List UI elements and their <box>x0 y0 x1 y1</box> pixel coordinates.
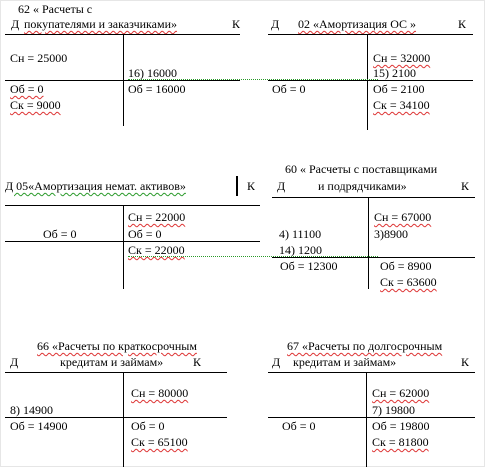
grammar-underline <box>128 79 378 80</box>
account-02-entry-15: 15) 2100 <box>373 66 416 80</box>
account-66-opening-balance: Сн = 80000 <box>131 386 189 400</box>
account-60-entry-3: 3)8900 <box>374 227 408 241</box>
account-60-credit-turnover: Об = 8900 <box>380 259 432 273</box>
account-67-credit-label: К <box>461 355 470 369</box>
account-60-center-line <box>368 197 369 289</box>
account-62-credit-label: К <box>232 17 241 31</box>
account-66-center-line <box>123 372 124 467</box>
account-66-entry-8: 8) 14900 <box>10 403 53 417</box>
account-60-turnover-line <box>272 257 475 258</box>
account-05-debit-turnover: Об = 0 <box>43 227 77 241</box>
account-60-credit-label: К <box>461 179 470 193</box>
account-02-title: 02 «Амортизация ОС » <box>298 17 417 31</box>
account-67-entry-7: 7) 19800 <box>372 403 415 417</box>
account-02-turnover-line <box>268 80 473 81</box>
account-67-turnover-line <box>268 417 475 418</box>
account-66-closing-balance: Ск = 65100 <box>131 435 188 449</box>
account-67-opening-balance: Сн = 62000 <box>372 386 430 400</box>
account-62-turnover-line <box>5 80 240 81</box>
account-02-opening-balance: Сн = 32000 <box>373 51 431 65</box>
account-66-turnover-line <box>5 417 227 418</box>
account-67-closing-balance: Ск = 81800 <box>372 435 429 449</box>
account-66-debit-label: Д <box>10 355 19 369</box>
account-66-title-line2: кредитам и займам» <box>60 355 164 369</box>
grammar-underline-2 <box>128 256 378 257</box>
account-67-center-line <box>366 372 367 467</box>
account-66-debit-turnover: Об = 14900 <box>10 419 68 433</box>
account-62-debit-label: Д <box>11 17 20 31</box>
account-62-debit-turnover: Об = 0 <box>10 82 44 96</box>
account-62-entry-16: 16) 16000 <box>128 66 177 80</box>
text-cursor <box>236 176 238 196</box>
account-67-title-line1: 67 «Расчеты по долгосрочным <box>287 339 443 353</box>
account-60-closing-balance: Ск = 63600 <box>380 275 437 289</box>
account-60-top-line <box>272 197 475 198</box>
account-67-title-line2: кредитам и займам» <box>293 355 397 369</box>
account-66-top-line <box>5 372 227 373</box>
account-60-opening-balance: Сн = 67000 <box>374 210 432 224</box>
account-60-debit-label: Д <box>277 179 286 193</box>
account-60-entry-14: 14) 1200 <box>279 243 322 257</box>
account-05-center-line <box>123 205 124 289</box>
account-02-center-line <box>367 34 368 130</box>
account-67-top-line <box>268 372 475 373</box>
account-60-title-line1: 60 « Расчеты с поставщиками <box>285 162 438 176</box>
account-05-opening-balance: Сн = 22000 <box>128 210 186 224</box>
account-62-opening-balance: Сн = 25000 <box>10 51 68 65</box>
account-66-title-line1: 66 «Расчеты по краткосрочным <box>37 339 197 353</box>
account-60-title-line2: и подрядчиками» <box>318 179 407 193</box>
account-02-closing-balance: Ск = 34100 <box>373 98 430 112</box>
account-62-title-line2: покупателями и заказчиками» <box>24 17 178 31</box>
account-62-title-line1: 62 « Расчеты с <box>18 2 93 16</box>
account-60-entry-4: 4) 11100 <box>279 227 322 241</box>
account-02-credit-label: К <box>458 17 467 31</box>
account-02-top-line <box>268 34 473 35</box>
account-05-credit-label: К <box>247 179 256 193</box>
account-05-closing-balance: Ск = 22000 <box>128 243 185 257</box>
account-60-debit-turnover: Об = 12300 <box>280 259 338 273</box>
account-62-credit-turnover: Об = 16000 <box>128 82 186 96</box>
account-05-top-line <box>5 205 260 206</box>
account-67-credit-turnover: Об = 19800 <box>372 419 430 433</box>
account-62-closing-balance: Ск = 9000 <box>10 98 61 112</box>
account-67-debit-turnover: Об = 0 <box>282 419 316 433</box>
account-02-credit-turnover: Об = 2100 <box>373 82 425 96</box>
account-67-debit-label: Д <box>272 355 281 369</box>
account-02-debit-turnover: Об = 0 <box>272 82 306 96</box>
account-02-debit-label: Д <box>271 17 280 31</box>
account-66-credit-turnover: Об = 0 <box>131 419 165 433</box>
account-05-turnover-line <box>5 241 260 242</box>
account-05-credit-turnover: Об = 0 <box>128 227 162 241</box>
account-05-title: Д 05«Амортизация немат. активов» <box>5 179 186 193</box>
account-66-credit-label: К <box>193 355 202 369</box>
